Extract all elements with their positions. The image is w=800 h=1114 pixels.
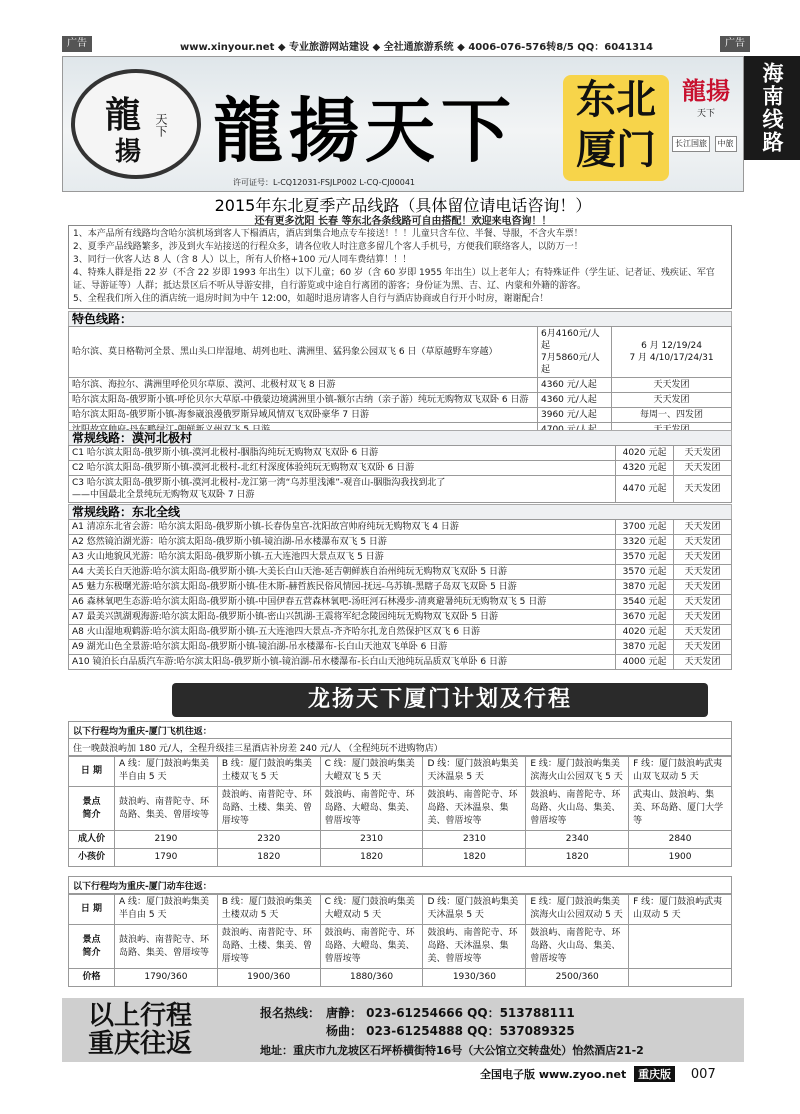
plan-cell-child: 1790: [115, 849, 218, 867]
logo-char-side: 天下: [154, 113, 168, 137]
plan-cell-adult: 2310: [320, 831, 423, 849]
plan-row-header: 景点 简介: [69, 787, 115, 831]
plan-cell-name: F 线：厦门鼓浪屿武夷山双动 5 天: [629, 894, 732, 925]
mohe-routes-body: [69, 446, 732, 503]
route-schedule: 天天发团: [674, 535, 732, 550]
slogan-line-1: 以上行程: [88, 1001, 193, 1031]
plan-cell-name: C 线：厦门鼓浪屿集美大嶝双动 5 天: [320, 894, 423, 925]
plan-cell-name: A 线：厦门鼓浪屿集美半自由 5 天: [115, 894, 218, 925]
page-number: 007: [690, 1067, 716, 1082]
route-price: 3320 元起: [616, 535, 674, 550]
note-item: 4、特殊人群是指 22 岁（不含 22 岁即 1993 年出生）以下儿童；60 岁（含 60 岁即 1955 年出生）以上老年人；有特殊证件（学生证、记者证、残疾证、军官证、导游证等）人群；抵达景区后不听从导游安排，自行游览或中途自行离团的游客；身份证为黑、吉、辽、内蒙和外籍的游客。: [73, 268, 715, 291]
plan-cell-child: 1820: [217, 849, 320, 867]
route-price: 3540 元起: [616, 595, 674, 610]
edition-label: 全国电子版 www.zyoo.net: [480, 1068, 627, 1081]
partner-brand: 中旅: [715, 136, 737, 152]
plan-row: [69, 894, 732, 925]
ad-tag-left: 广告: [62, 36, 92, 52]
edition-footer: [480, 1066, 800, 1084]
route-price: 3700 元起: [616, 520, 674, 535]
route-row: [69, 565, 732, 580]
plan-cell-child: 1820: [526, 849, 629, 867]
plan-cell-sights: 鼓浪屿、南普陀寺、环岛路、土楼、集美、曾厝垵等: [217, 925, 320, 969]
route-route: A8 火山湿地观鹤游:哈尔滨太阳岛-俄罗斯小镇-五大连池四大景点-齐齐哈尔扎龙自然保护区双飞 6 日游: [69, 625, 616, 640]
plan-cell-adult: 2840: [629, 831, 732, 849]
route-schedule: 天天发团: [674, 461, 732, 476]
featured-routes-body: [69, 327, 732, 438]
route-price: 4360 元/人起: [538, 378, 612, 393]
route-schedule: 天天发团: [674, 655, 732, 670]
plan-cell-sights: 鼓浪屿、南普陀寺、环岛路、火山岛、集美、曾厝垵等: [526, 787, 629, 831]
plan-row: [69, 787, 732, 831]
route-schedule: 天天发团: [674, 565, 732, 580]
region-tag: 重庆版: [634, 1066, 675, 1082]
plan-row: [69, 969, 732, 987]
plan-cell-price: 2500/360: [526, 969, 629, 987]
route-schedule: 天天发团: [674, 610, 732, 625]
plan-cell-sights: 鼓浪屿、南普陀寺、环岛路、大嶝岛、集美、曾厝垵等: [320, 925, 423, 969]
small-logo-sub: 天下: [696, 109, 715, 119]
route-schedule: 天天发团: [674, 520, 732, 535]
route-row: [69, 378, 732, 393]
route-route: A5 魅力东极曙光游:哈尔滨太阳岛-俄罗斯小镇-佳木斯-赫哲族民俗风情园-抚远-乌苏镇-黑瞎子岛双飞双卧 5 日游: [69, 580, 616, 595]
route-schedule: 天天发团: [674, 595, 732, 610]
hotline-label: 报名热线：: [260, 1006, 321, 1020]
route-schedule: 每周一、四发团: [612, 408, 732, 423]
note-item: 3、同行一伙客人达 8 人（含 8 人）以上，所有人价格+100 元/人同车费结算！！！: [73, 255, 412, 265]
route-row: [69, 408, 732, 423]
route-route: A2 悠然镜泊湖光游：哈尔滨太阳岛-俄罗斯小镇-镜泊湖-吊水楼瀑布双飞 5 日游: [69, 535, 616, 550]
route-schedule: 天天发团: [674, 476, 732, 503]
plan-cell-adult: 2320: [217, 831, 320, 849]
route-price: 3570 元起: [616, 550, 674, 565]
route-row: [69, 595, 732, 610]
route-route: C2 哈尔滨太阳岛-俄罗斯小镇-漠河北极村-北红村深度体验纯玩无购物双飞双卧 6 日游: [69, 461, 616, 476]
sidebar-tab: 海南线路: [744, 56, 800, 160]
mohe-routes-table: [68, 445, 732, 503]
plan-cell-sights: 鼓浪屿、南普陀寺、环岛路、集美、曾厝垵等: [115, 787, 218, 831]
route-schedule: 天天发团: [612, 393, 732, 408]
featured-routes-table: [68, 326, 732, 438]
train-plan-body: [69, 894, 732, 987]
plan-cell-adult: 2190: [115, 831, 218, 849]
route-row: [69, 327, 732, 378]
notes-box: [68, 225, 732, 309]
route-row: [69, 393, 732, 408]
contact-line: www.xinyour.net ◆ 专业旅游网站建设 ◆ 全社通旅游系统 ◆ 4006-076-576转8/5 QQ：6041314: [180, 42, 653, 53]
plan-cell-sights: 武夷山、鼓浪屿、集美、环岛路、厦门大学等: [629, 787, 732, 831]
plan-cell-name: B 线：厦门鼓浪屿集美土楼双动 5 天: [217, 894, 320, 925]
plan-cell-sights: 鼓浪屿、南普陀寺、环岛路、火山岛、集美、曾厝垵等: [526, 925, 629, 969]
plan-cell-price: 1880/360: [320, 969, 423, 987]
route-route: 哈尔滨太阳岛-俄罗斯小镇-呼伦贝尔大草原-中俄蒙边境满洲里小镇-额尔古纳（亲子游）纯玩无购物双飞双卧 6 日游: [69, 393, 538, 408]
top-bar: [0, 36, 800, 54]
route-row: [69, 461, 732, 476]
destination-line-1: 东北: [576, 77, 656, 123]
route-price: 3670 元起: [616, 610, 674, 625]
route-price: 4320 元起: [616, 461, 674, 476]
route-price: 4020 元起: [616, 625, 674, 640]
route-row: [69, 625, 732, 640]
route-route: A9 湖光山色全景游:哈尔滨太阳岛-俄罗斯小镇-镜泊湖-吊水楼瀑布-长白山天池双飞单卧 6 日游: [69, 640, 616, 655]
route-price: 4000 元起: [616, 655, 674, 670]
small-logo: [675, 71, 737, 131]
xiamen-banner: 龙扬天下厦门计划及行程: [172, 683, 708, 717]
route-row: [69, 446, 732, 461]
plan-cell-child: 1820: [320, 849, 423, 867]
logo-char-sub: 揚: [115, 137, 142, 167]
plan-row-header: 日 期: [69, 894, 115, 925]
note-item: 2、夏季产品线路繁多，涉及到火车站接送的行程众多，请各位收人时注意多留几个客人手机号，方便我们联络客人，以防万一！: [73, 242, 583, 252]
plan-row: [69, 849, 732, 867]
route-route: 哈尔滨太阳岛-俄罗斯小镇-海参崴浪漫俄罗斯异域风情双飞双卧豪华 7 日游: [69, 408, 538, 423]
route-price: 6月4160元/人起 7月5860元/人起: [538, 327, 612, 378]
plan-cell-name: E 线：厦门鼓浪屿集美滨海火山公园双动 5 天: [526, 894, 629, 925]
small-logo-text: 龍揚: [682, 76, 730, 105]
partner-brands: [671, 135, 741, 153]
hotline-2: 杨曲： 023-61254888 QQ：537089325: [326, 1024, 575, 1038]
route-price: 3870 元起: [616, 580, 674, 595]
plan-cell-sights: [629, 925, 732, 969]
route-route: A4 大美长白天池游:哈尔滨太阳岛-俄罗斯小镇-大美长白山天池-延吉朝鲜族自治州纯玩无购物双飞双卧 5 日游: [69, 565, 616, 580]
section-label-mohe: 常规线路：漠河北极村: [68, 430, 732, 445]
route-route: A1 清凉东北省会游：哈尔滨太阳岛-俄罗斯小镇-长春伪皇宫-沈阳故宫帅府纯玩无购物双飞 4 日游: [69, 520, 616, 535]
route-row: [69, 550, 732, 565]
plan-cell-name: F 线：厦门鼓浪屿武夷山双飞双动 5 天: [629, 756, 732, 787]
plan-cell-name: C 线：厦门鼓浪屿集美大嶝双飞 5 天: [320, 756, 423, 787]
route-route: 哈尔滨、莫日格勒河全景、黑山头口岸湿地、胡列也吐、满洲里、猛犸象公园双飞 6 日（草原越野车穿越）: [69, 327, 538, 378]
plan-cell-child: 1900: [629, 849, 732, 867]
plan-cell-price: 1930/360: [423, 969, 526, 987]
route-row: [69, 610, 732, 625]
route-route: C1 哈尔滨太阳岛-俄罗斯小镇-漠河北极村-胭脂沟纯玩无购物双飞双卧 6 日游: [69, 446, 616, 461]
footer-slogan: [88, 1002, 192, 1058]
route-route: A6 森林氧吧生态游:哈尔滨太阳岛-俄罗斯小镇-中国伊春五营森林氧吧-汤旺河石林漫步-清爽避暑纯玩无购物双飞 5 日游: [69, 595, 616, 610]
route-row: [69, 520, 732, 535]
hotline-1: 唐静： 023-61254666 QQ：513788111: [326, 1006, 575, 1020]
plan-row-header: 成人价: [69, 831, 115, 849]
route-row: [69, 580, 732, 595]
note-item: 1、本产品所有线路均含哈尔滨机场到客人下榻酒店，酒店到集合地点专车接送！！！儿童只含车位、半餐、导服，不含火车票！: [73, 229, 583, 239]
plan-cell-name: D 线：厦门鼓浪屿集美天沐温泉 5 天: [423, 894, 526, 925]
note-item: 5、全程我们所入住的酒店统一退房时间为中午 12:00，如超时退房请客人自行与酒店协商或自行开小时房，谢谢配合！: [73, 294, 549, 304]
logo-char-main: 龍: [105, 94, 142, 136]
train-plan-table: [68, 893, 732, 987]
flight-plan-table: [68, 755, 732, 867]
route-price: 4360 元/人起: [538, 393, 612, 408]
footer-contact: [62, 998, 744, 1062]
route-route: A10 镜泊长白品质汽车游:哈尔滨太阳岛-俄罗斯小镇-镜泊湖-吊水楼瀑布-长白山天池纯玩品质双飞单卧 6 日游: [69, 655, 616, 670]
route-route: A7 最美兴凯湖观海游:哈尔滨太阳岛-俄罗斯小镇-密山兴凯湖-王震将军纪念陵园纯玩无购物双飞双卧 5 日游: [69, 610, 616, 625]
flight-plan-body: [69, 756, 732, 867]
plan-row-header: 价格: [69, 969, 115, 987]
train-plan-intro: 以下行程均为重庆-厦门动车往返：: [68, 876, 732, 895]
license-number: 许可证号：L-CQ12031-FSJLP002 L-CQ-CJ00041: [233, 178, 416, 187]
route-schedule: 天天发团: [674, 580, 732, 595]
northeast-routes-table: [68, 519, 732, 670]
plan-cell-price: 1790/360: [115, 969, 218, 987]
plan-row-header: 日 期: [69, 756, 115, 787]
brand-title: 龍揚天下: [213, 89, 517, 172]
brand-logo: [71, 69, 201, 179]
plan-row-header: 景点 简介: [69, 925, 115, 969]
plan-row-header: 小孩价: [69, 849, 115, 867]
section-label-featured: 特色线路：: [68, 311, 732, 326]
header-banner: [62, 56, 744, 192]
route-row: [69, 476, 732, 503]
route-price: 4020 元起: [616, 446, 674, 461]
route-row: [69, 655, 732, 670]
route-price: 3870 元起: [616, 640, 674, 655]
route-price: 4470 元起: [616, 476, 674, 503]
route-route: 哈尔滨、海拉尔、满洲里呼伦贝尔草原、漠河、北极村双飞 8 日游: [69, 378, 538, 393]
address: 地址：重庆市九龙坡区石坪桥横街特16号（大公馆立交转盘处）怡然酒店21-2: [260, 1044, 644, 1057]
plan-cell-name: D 线：厦门鼓浪屿集美天沐温泉 5 天: [423, 756, 526, 787]
route-schedule: 天天发团: [612, 378, 732, 393]
route-schedule: 天天发团: [674, 640, 732, 655]
plan-cell-name: E 线：厦门鼓浪屿集美滨海火山公园双飞 5 天: [526, 756, 629, 787]
page-subtitle: 还有更多沈阳 长春 等东北各条线路可自由搭配！欢迎来电咨询！！: [254, 216, 552, 227]
route-row: [69, 640, 732, 655]
ad-tag-right: 广告: [720, 36, 750, 52]
route-schedule: 天天发团: [674, 446, 732, 461]
flight-plan-intro: 以下行程均为重庆-厦门飞机往返：: [68, 721, 732, 740]
plan-cell-price: [629, 969, 732, 987]
route-schedule: 6 月 12/19/24 7 月 4/10/17/24/31: [612, 327, 732, 378]
plan-cell-name: B 线：厦门鼓浪屿集美土楼双飞 5 天: [217, 756, 320, 787]
plan-row: [69, 925, 732, 969]
plan-cell-sights: 鼓浪屿、南普陀寺、环岛路、大嶝岛、集美、曾厝垵等: [320, 787, 423, 831]
plan-row: [69, 831, 732, 849]
route-route: C3 哈尔滨太阳岛-俄罗斯小镇-漠河北极村-龙江第一湾“乌苏里浅滩”-观音山-胭脂沟我找到北了 ——中国最北全景纯玩无购物双飞双卧 7 日游: [69, 476, 616, 503]
partner-brand: 长江国旅: [672, 136, 710, 152]
route-schedule: 天天发团: [674, 550, 732, 565]
route-schedule: 天天发团: [674, 625, 732, 640]
plan-cell-price: 1900/360: [217, 969, 320, 987]
plan-cell-adult: 2310: [423, 831, 526, 849]
route-price: 3960 元/人起: [538, 408, 612, 423]
destination-line-2: 厦门: [576, 127, 656, 173]
destination-badge: [563, 75, 669, 181]
section-label-northeast: 常规线路：东北全线: [68, 504, 732, 519]
slogan-line-2: 重庆往返: [88, 1029, 193, 1059]
plan-cell-adult: 2340: [526, 831, 629, 849]
route-row: [69, 535, 732, 550]
northeast-routes-body: [69, 520, 732, 670]
flight-plan-hotel-note: 住一晚鼓浪屿加 180 元/人，全程升级挂三星酒店补房差 240 元/人 （全程纯玩不进购物店）: [68, 738, 732, 757]
plan-cell-name: A 线：厦门鼓浪屿集美半自由 5 天: [115, 756, 218, 787]
plan-cell-sights: 鼓浪屿、南普陀寺、环岛路、集美、曾厝垵等: [115, 925, 218, 969]
route-route: A3 火山地貌风光游：哈尔滨太阳岛-俄罗斯小镇-五大连池四大景点双飞 5 日游: [69, 550, 616, 565]
plan-cell-child: 1820: [423, 849, 526, 867]
page-title: 2015年东北夏季产品线路（具体留位请电话咨询！）: [214, 196, 592, 215]
plan-row: [69, 756, 732, 787]
plan-cell-sights: 鼓浪屿、南普陀寺、环岛路、土楼、集美、曾厝垵等: [217, 787, 320, 831]
plan-cell-sights: 鼓浪屿、南普陀寺、环岛路、天沐温泉、集美、曾厝垵等: [423, 787, 526, 831]
plan-cell-sights: 鼓浪屿、南普陀寺、环岛路、天沐温泉、集美、曾厝垵等: [423, 925, 526, 969]
route-price: 3570 元起: [616, 565, 674, 580]
